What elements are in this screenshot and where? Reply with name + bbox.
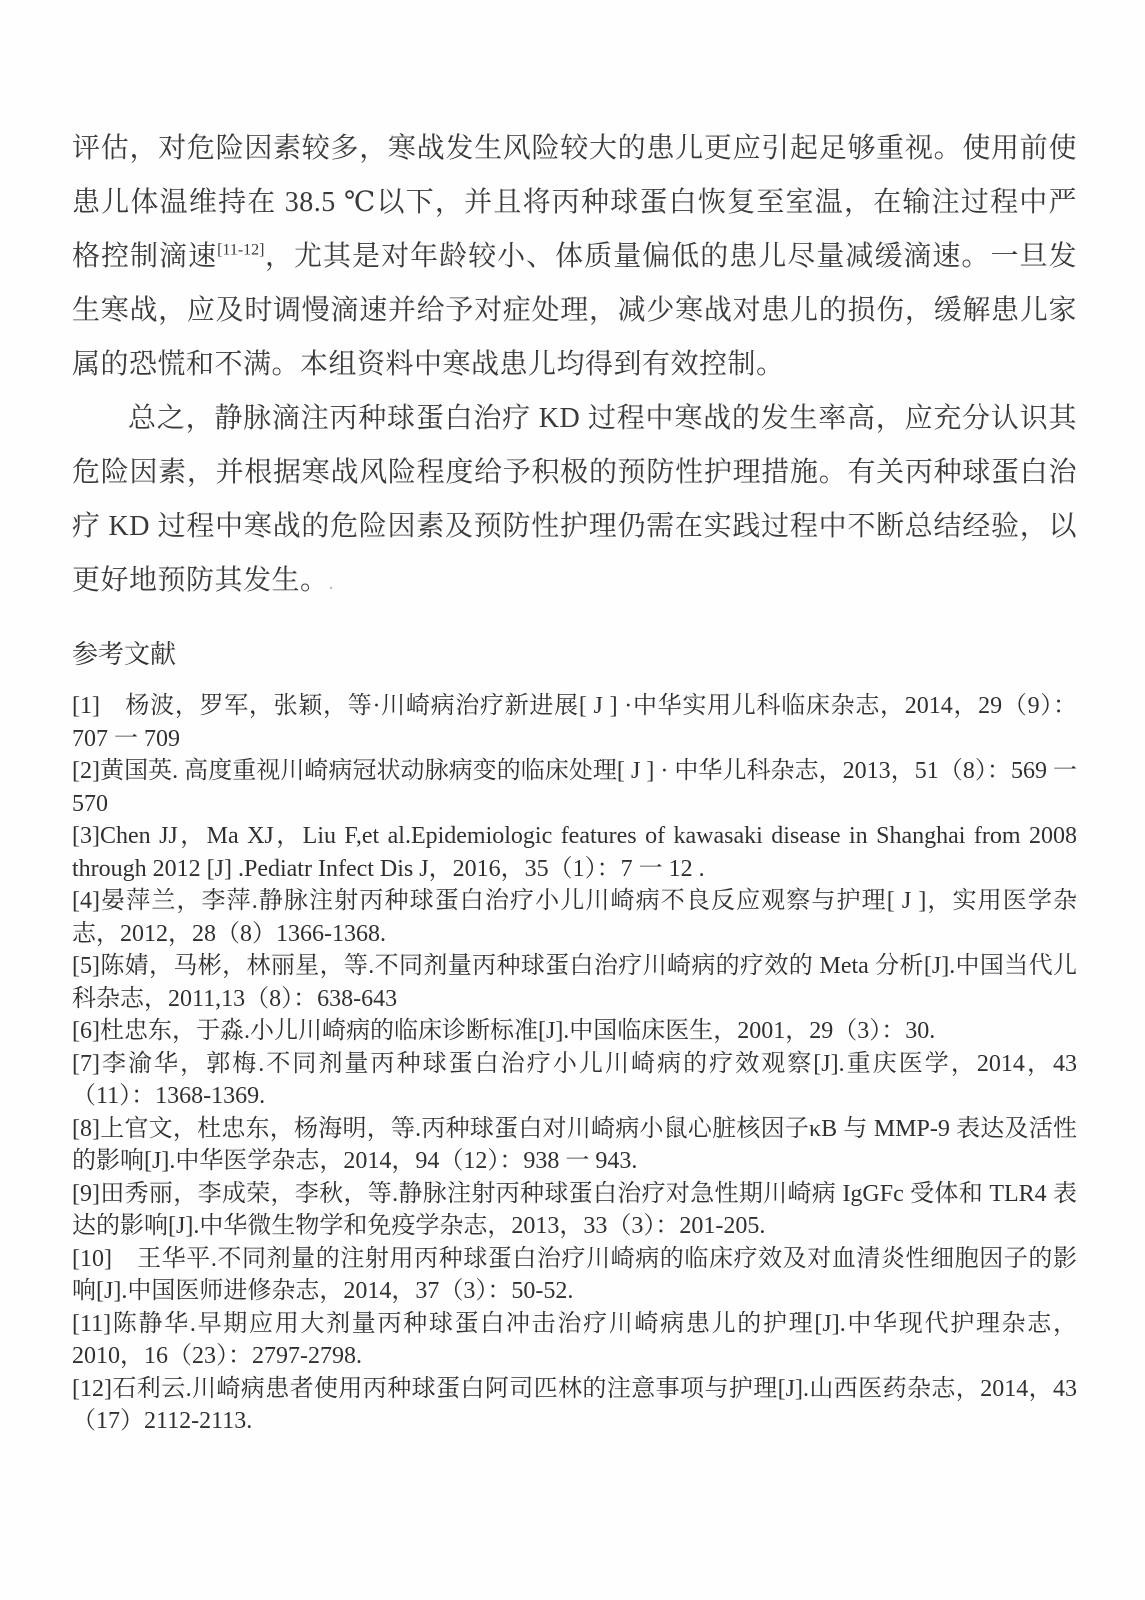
reference-item-10: [10] 王华平.不同剂量的注射用丙种球蛋白治疗川崎病的临床疗效及对血清炎性细胞因子的影响[J].中国医师进修杂志，2014，37（3）：50-52. [72, 1245, 1077, 1304]
reference-item-7: [7]李渝华，郭梅.不同剂量丙种球蛋白治疗小儿川崎病的疗效观察[J].重庆医学，2014，43（11）：1368-1369. [72, 1050, 1077, 1109]
paragraph-conclusion [72, 392, 1077, 610]
reference-item-1: [1] 杨波，罗军，张颖，等·川崎病治疗新进展[ J ] ·中华实用儿科临床杂志，2014，29（9）：707 一 709 [72, 693, 1077, 752]
paragraph-text: ，尤其是对年龄较小、体质量偏低的患儿尽量减缓滴速。一旦发生寒战，应及时调慢滴速并给予对症处理，减少寒战对患儿的损伤，缓解患儿家属的恐慌和不满。本组资料中寒战患儿均得到有效控制。 [72, 241, 1077, 380]
references-heading: 参考文献 [72, 640, 177, 669]
reference-item-4: [4]晏萍兰，李萍.静脉注射丙种球蛋白治疗小儿川崎病不良反应观察与护理[ J ]，实用医学杂志，2012，28（8）1366-1368. [72, 888, 1077, 947]
citation-superscript: [11-12] [217, 241, 265, 259]
reference-item-3: [3]Chen JJ，Ma XJ，Liu F,et al.Epidemiologic features of kawasaki disease in Shanghai from 2008 through 2012 [J] .Pediatr Infect Dis J，2016，35（1）：7 一 12 . [72, 823, 1077, 882]
paragraph-text: 评估，对危险因素较多，寒战发生风险较大的患儿更应引起足够重视。使用前使患儿体温维持在 38.5 ℃以下，并且将丙种球蛋白恢复至室温，在输注过程中严格控制滴速 [72, 133, 1077, 272]
reference-item-2: [2]黄国英. 高度重视川崎病冠状动脉病变的临床处理[ J ] · 中华儿科杂志，2013，51（8）：569 一 570 [72, 758, 1077, 817]
reference-item-11: [11]陈静华.早期应用大剂量丙种球蛋白冲击治疗川崎病患儿的护理[J].中华现代护理杂志，2010，16（23）：2797-2798. [72, 1310, 1077, 1369]
paragraph-discussion [72, 122, 1077, 392]
scan-artifact-dot: . [328, 572, 335, 594]
reference-item-5: [5]陈婧，马彬，林丽星，等.不同剂量丙种球蛋白治疗川崎病的疗效的 Meta 分析[J].中国当代儿科杂志，2011,13（8）：638-643 [72, 953, 1077, 1012]
reference-item-9: [9]田秀丽，李成荣，李秋，等.静脉注射丙种球蛋白治疗对急性期川崎病 IgGFc 受体和 TLR4 表达的影响[J].中华微生物学和免疫学杂志，2013，33（3）：201-205. [72, 1180, 1077, 1239]
reference-item-8: [8]上官文，杜忠东，杨海明，等.丙种球蛋白对川崎病小鼠心脏核因子κB 与 MMP-9 表达及活性的影响[J].中华医学杂志，2014，94（12）：938 一 943. [72, 1115, 1077, 1174]
reference-item-12: [12]石利云.川崎病患者使用丙种球蛋白阿司匹林的注意事项与护理[J].山西医药杂志，2014，43（17）2112-2113. [72, 1375, 1077, 1434]
paragraph-text: 总之，静脉滴注丙种球蛋白治疗 KD 过程中寒战的发生率高，应充分认识其危险因素，并根据寒战风险程度给予积极的预防性护理措施。有关丙种球蛋白治疗 KD 过程中寒战的危险因素及预防性护理仍需在实践过程中不断总结经验，以更好地预防其发生。 [72, 403, 1077, 596]
reference-item-6: [6]杜忠东，于淼.小儿川崎病的临床诊断标准[J].中国临床医生，2001，29（3）：30. [72, 1018, 936, 1044]
